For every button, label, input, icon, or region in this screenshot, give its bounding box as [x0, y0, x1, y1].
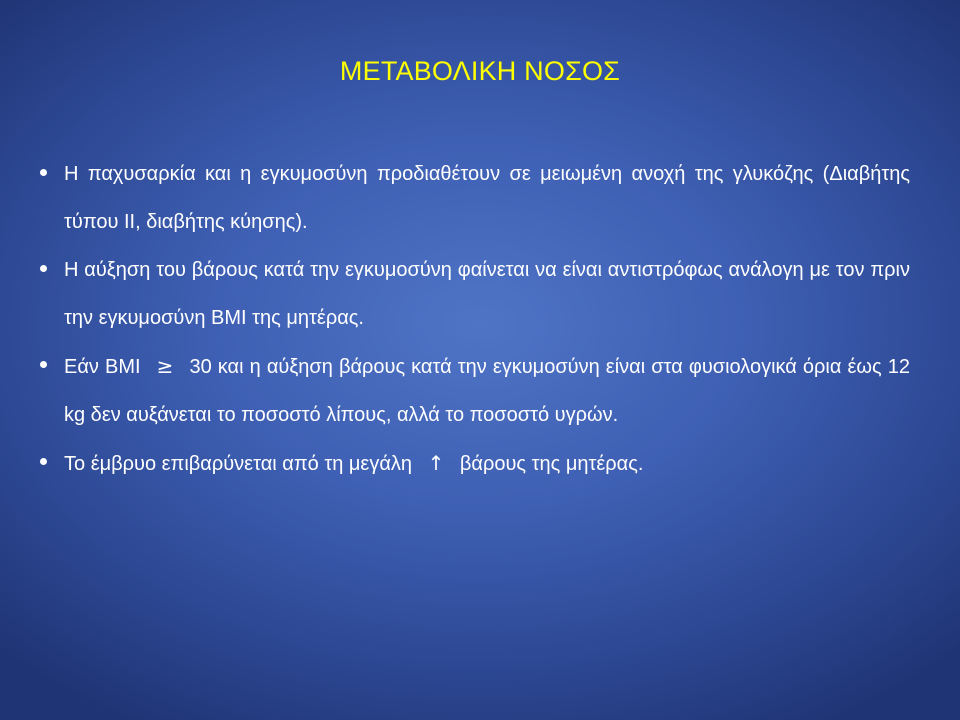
bullet-item-1 [36, 150, 910, 246]
bullet-text-after: βάρους της μητέρας. [459, 453, 644, 475]
greater-equal-icon: ≥ [156, 354, 174, 378]
bullet-text-before: Εάν ΒΜΙ [64, 356, 141, 378]
bullet-text-after: 30 και η αύξηση βάρους κατά την εγκυμοσύνη είναι στα φυσιολογικά όρια έως 12 kg δεν αυξάνεται το ποσοστό λίπους, αλλά το ποσοστό υγρών. [64, 356, 911, 426]
bullet-text: Η αύξηση του βάρους κατά την εγκυμοσύνη φαίνεται να είναι αντιστρόφως ανάλογη με τον πριν την εγκυμοσύνη ΒΜΙ της μητέρας. [64, 259, 910, 329]
bullet-list [36, 150, 910, 488]
slide-title: ΜΕΤΑΒΟΛΙΚΗ ΝΟΣΟΣ [339, 56, 621, 86]
bullet-dot-icon [40, 361, 47, 368]
bullet-item-3 [36, 342, 910, 439]
bullet-dot-icon [40, 265, 47, 272]
bullet-text-before: Το έμβρυο επιβαρύνεται από τη μεγάλη [64, 453, 413, 475]
bullet-item-4 [36, 439, 910, 488]
bullet-dot-icon [40, 458, 47, 465]
up-arrow-icon: ↑ [427, 451, 445, 475]
bullet-dot-icon [40, 169, 47, 176]
bullet-text: Η παχυσαρκία και η εγκυμοσύνη προδιαθέτουν σε μειωμένη ανοχή της γλυκόζης (Διαβήτης τύπου ΙΙ, διαβήτης κύησης). [64, 163, 910, 233]
bullet-item-2 [36, 246, 910, 342]
